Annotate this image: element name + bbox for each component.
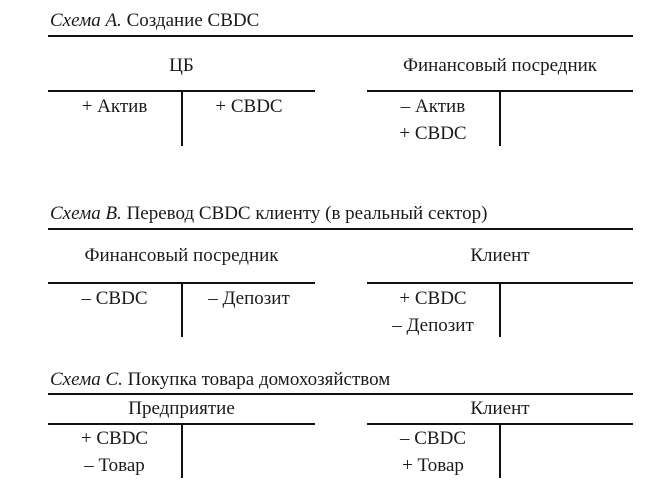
scheme-a-account-2-debit-1: – Актив (400, 96, 466, 117)
scheme-c-account-2-title: Клиент (470, 398, 530, 419)
scheme-c-account-2-divider (499, 423, 501, 478)
scheme-c-account-1-debit-1: + CBDC (80, 428, 149, 449)
scheme-a-title: Создание CBDC (121, 10, 260, 31)
scheme-b-rule (48, 228, 633, 230)
scheme-a-rule (48, 35, 633, 37)
scheme-a-account-2-divider (499, 90, 501, 146)
scheme-a-account-1-credit-1: + CBDC (215, 96, 283, 117)
scheme-c-account-1-title: Предприятие (128, 398, 235, 419)
scheme-a-label: Схема A. (50, 10, 122, 31)
scheme-b-account-1-title: Финансовый посредник (84, 245, 279, 266)
scheme-c-rule (48, 393, 633, 395)
scheme-a-heading (50, 10, 259, 32)
scheme-b-account-2-title: Клиент (470, 245, 530, 266)
scheme-b-heading (50, 203, 487, 225)
scheme-c-label: Схема C. (50, 369, 123, 390)
scheme-a-account-1-title: ЦБ (169, 55, 194, 76)
scheme-c-heading (50, 369, 390, 391)
scheme-b-account-1-debit-1: – CBDC (81, 288, 148, 309)
scheme-c-account-1-debit-2: – Товар (84, 455, 145, 476)
scheme-c-account-1-divider (181, 423, 183, 478)
scheme-a-account-2-title: Финансовый посредник (402, 55, 598, 76)
scheme-c-account-2-debit-1: – CBDC (400, 428, 466, 449)
scheme-b-label: Схема B. (50, 203, 122, 224)
scheme-c-title: Покупка товара домохозяйством (122, 369, 391, 390)
scheme-a-account-2-debit-2: + CBDC (399, 123, 467, 144)
scheme-b-account-2-debit-1: + CBDC (399, 288, 467, 309)
scheme-b-title: Перевод CBDC клиенту (в реальный сектор) (121, 203, 488, 224)
scheme-b-account-2-debit-2: – Депозит (392, 315, 474, 336)
scheme-a-account-1-debit-1: + Актив (81, 96, 148, 117)
scheme-c-account-2-debit-2: + Товар (402, 455, 464, 476)
scheme-b-account-2-divider (499, 282, 501, 337)
scheme-b-account-1-credit-1: – Депозит (208, 288, 290, 309)
